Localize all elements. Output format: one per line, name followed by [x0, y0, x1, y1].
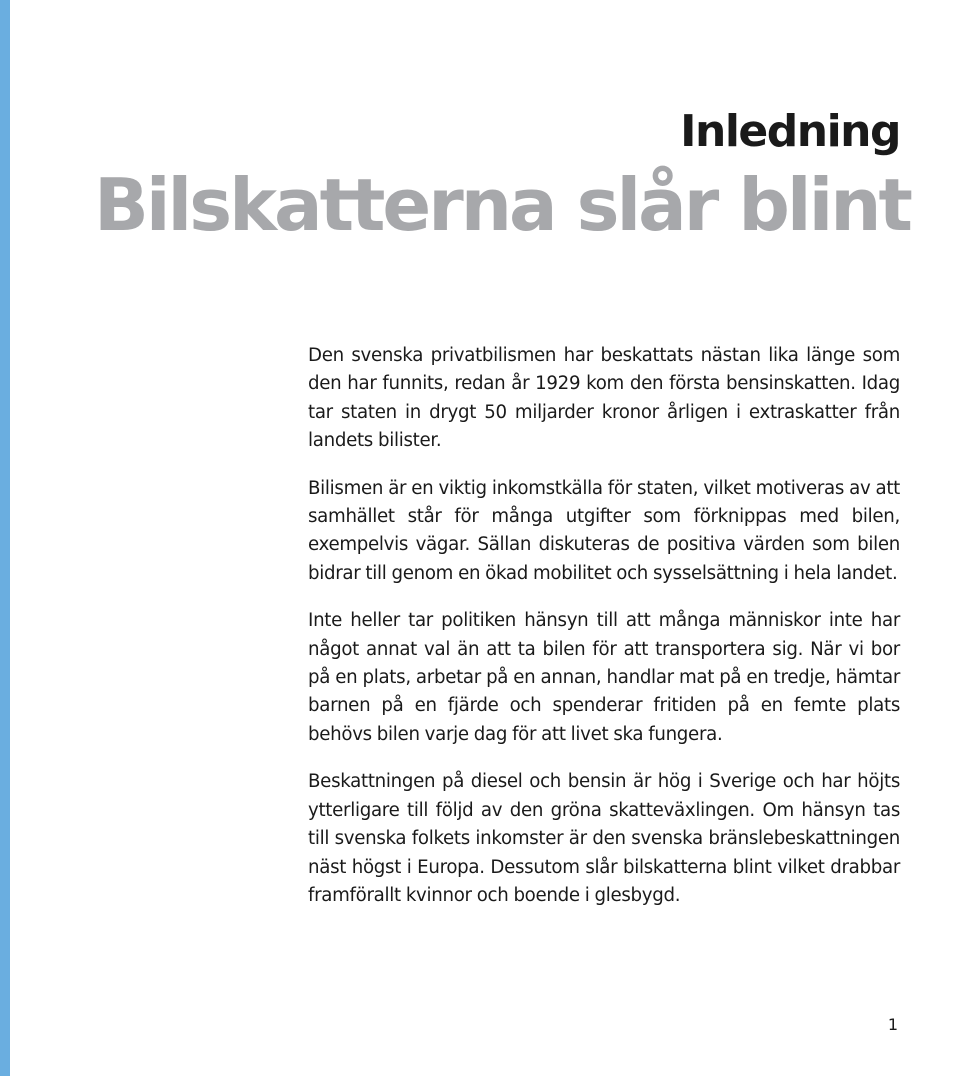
paragraph: Den svenska privatbilismen har beskattats nästan lika länge som den har funnits, redan år 1929 kom den första bensinskatten. Idag tar staten in drygt 50 miljarder kronor årligen i extraskatter från landets bilister.	[308, 345, 900, 452]
page-number: 1	[887, 1015, 898, 1034]
body-text	[308, 342, 900, 929]
page-heading: Inledning	[680, 106, 900, 157]
paragraph: Beskattningen på diesel och bensin är hög i Sverige och har höjts ytterligare till följd av den gröna skatteväxlingen. Om hänsyn tas till svenska folkets inkomster är den svenska bränslebeskattningen näst högst i Europa. Dessutom slår bilskatterna blint vilket drabbar framförallt kvinnor och boende i glesbygd.	[308, 771, 900, 906]
side-color-bar	[0, 0, 10, 1076]
paragraph: Bilismen är en viktig inkomstkälla för staten, vilket motiveras av att samhället står för många utgifter som förknippas med bilen, exempelvis vägar. Sällan diskuteras de positiva värden som bilen bidrar till genom en ökad mobilitet och sysselsättning i hela landet.	[308, 477, 900, 584]
page-subheading: Bilskatterna slår blint	[94, 163, 910, 247]
paragraph: Inte heller tar politiken hänsyn till att många människor inte har något annat val än att ta bilen för att transportera sig. När vi bor på en plats, arbetar på en annan, handlar mat på en tredje, hämtar barnen på en fjärde och spenderar fritiden på en femte plats behövs bilen varje dag för att livet ska fungera.	[308, 610, 900, 745]
